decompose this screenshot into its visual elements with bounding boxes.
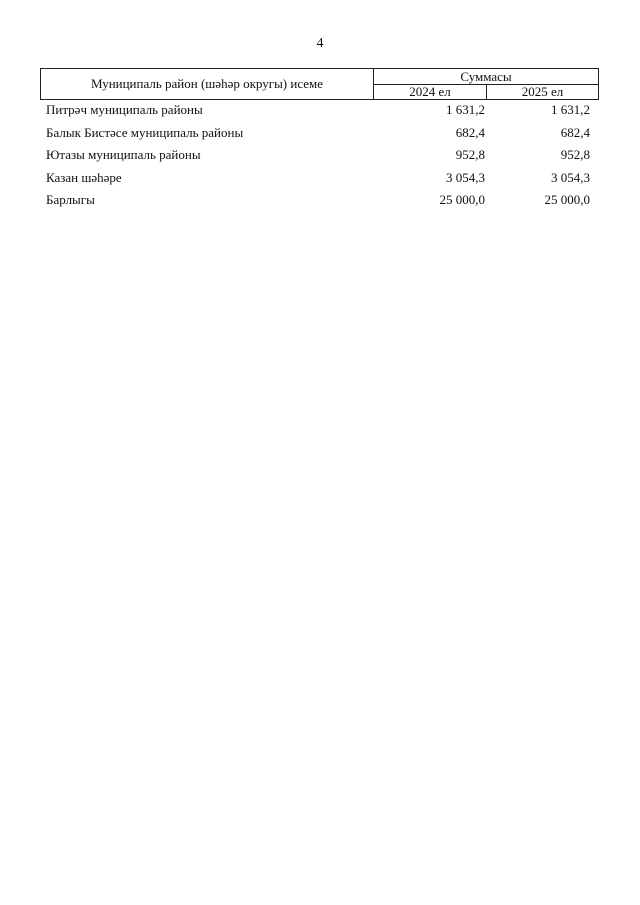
row-value-2024: 3 054,3 [446, 169, 485, 185]
row-value-2025: 25 000,0 [544, 192, 590, 208]
header-year-2025: 2025 ел [487, 85, 599, 100]
row-value-2024: 952,8 [455, 147, 485, 163]
row-name: Ютазы муниципаль районы [46, 147, 201, 163]
table-row [40, 125, 598, 148]
row-value-2025: 682,4 [560, 124, 590, 140]
row-value-2025: 3 054,3 [551, 169, 590, 185]
header-municipality-name: Муниципаль район (шәһәр округы) исеме [41, 69, 374, 100]
table-row [40, 170, 598, 193]
table-header [40, 68, 599, 100]
page-number: 4 [316, 36, 324, 51]
row-name: Балык Бистәсе муниципаль районы [46, 124, 244, 140]
row-name: Барлыгы [46, 192, 95, 208]
row-value-2024: 682,4 [455, 124, 485, 140]
row-name: Питрәч муниципаль районы [46, 102, 203, 117]
table-row-total [40, 192, 598, 215]
header-sum: Суммасы [374, 69, 599, 85]
amounts-table [40, 68, 598, 215]
table-row [40, 102, 598, 125]
row-value-2024: 1 631,2 [446, 102, 485, 117]
table-body [40, 102, 598, 215]
header-year-2024: 2024 ел [374, 85, 487, 100]
row-value-2024: 25 000,0 [439, 192, 485, 208]
row-name: Казан шәһәре [46, 169, 122, 185]
table-row [40, 147, 598, 170]
row-value-2025: 1 631,2 [551, 102, 590, 117]
row-value-2025: 952,8 [560, 147, 590, 163]
